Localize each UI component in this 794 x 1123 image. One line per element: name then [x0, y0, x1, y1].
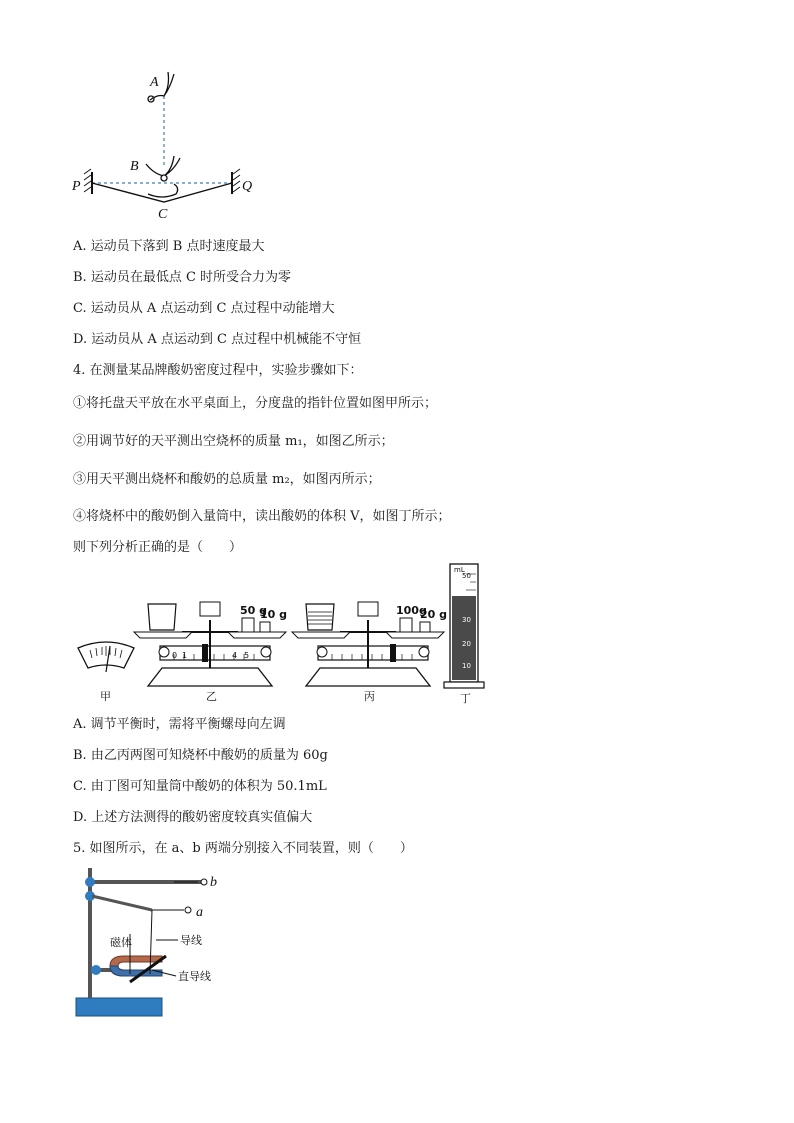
q4-question: 则下列分析正确的是（ ）: [73, 540, 243, 555]
q4-stem: 4. 在测量某品牌酸奶密度过程中，实验步骤如下：: [73, 363, 363, 378]
q4-option-d[interactable]: D. 上述方法测得的酸奶密度较真实值偏大: [73, 810, 313, 825]
label-magnet: 磁体: [110, 936, 132, 949]
q4-option-a[interactable]: A. 调节平衡时，需将平衡螺母向左调: [73, 717, 286, 732]
caption-bing: 丙: [364, 690, 375, 703]
weight-20g: 20 g: [420, 608, 448, 621]
label-p: P: [72, 179, 81, 194]
beam-tick-yi-5: 5: [244, 651, 250, 660]
trampoline-figure: [70, 66, 270, 226]
weight-100g: 100g: [396, 604, 427, 617]
caption-yi: 乙: [206, 690, 217, 703]
q4-step-1: ①将托盘天平放在水平桌面上，分度盘的指针位置如图甲所示；: [73, 396, 438, 411]
cylinder-tick-50: 50: [462, 572, 471, 580]
label-c: C: [158, 207, 168, 222]
q4-step-3: ③用天平测出烧杯和酸奶的总质量 m₂，如图丙所示；: [73, 472, 381, 487]
q3-option-c[interactable]: C. 运动员从 A 点运动到 C 点过程中动能增大: [73, 301, 335, 316]
cylinder-tick-40: 40: [462, 590, 471, 598]
beam-tick-yi-1: 1: [182, 651, 188, 660]
cylinder-tick-30: 30: [462, 616, 471, 624]
cylinder-unit: mL: [454, 566, 465, 574]
balance-figure: [70, 560, 490, 708]
athlete-b-icon: [146, 156, 180, 181]
balance-bing: [292, 602, 447, 703]
cylinder-tick-10: 10: [462, 662, 471, 670]
q3-option-b[interactable]: B. 运动员在最低点 C 时所受合力为零: [73, 270, 292, 285]
q4-option-b[interactable]: B. 由乙丙两图可知烧杯中酸奶的质量为 60g: [73, 748, 328, 763]
dial-jia: [78, 642, 134, 703]
caption-jia: 甲: [100, 690, 111, 703]
cylinder-ding: [444, 564, 484, 705]
q5-stem: 5. 如图所示，在 a、b 两端分别接入不同装置，则（ ）: [73, 841, 413, 856]
balance-yi: [134, 602, 287, 703]
label-straight-wire: 直导线: [178, 970, 211, 983]
athlete-c-icon: [148, 184, 178, 197]
caption-ding: 丁: [460, 692, 471, 705]
label-q: Q: [242, 179, 253, 194]
label-b: B: [130, 159, 139, 174]
terminal-b: b: [210, 875, 217, 890]
label-a: A: [150, 75, 159, 90]
q4-step-4: ④将烧杯中的酸奶倒入量筒中，读出酸奶的体积 V，如图丁所示；: [73, 509, 451, 524]
beam-tick-yi-0: 0: [172, 651, 178, 660]
weight-50g: 50 g: [240, 604, 268, 617]
beam-tick-yi-4: 4: [232, 651, 238, 660]
weight-10g: 10 g: [260, 608, 288, 621]
q3-option-a[interactable]: A. 运动员下落到 B 点时速度最大: [73, 239, 265, 254]
label-wire: 导线: [180, 934, 202, 947]
magnet-stand-figure: [70, 864, 270, 1024]
q4-option-c[interactable]: C. 由丁图可知量筒中酸奶的体积为 50.1mL: [73, 779, 327, 794]
q4-step-2: ②用调节好的天平测出空烧杯的质量 m₁，如图乙所示；: [73, 434, 394, 449]
cylinder-tick-20: 20: [462, 640, 471, 648]
terminal-a: a: [196, 905, 203, 920]
q3-option-d[interactable]: D. 运动员从 A 点运动到 C 点过程中机械能不守恒: [73, 332, 362, 347]
